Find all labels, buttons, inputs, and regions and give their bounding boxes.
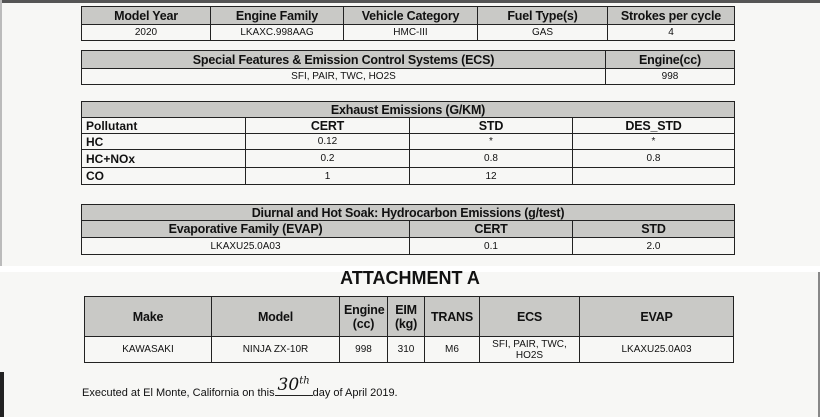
scan-left-edge-lower (0, 372, 4, 417)
value-diurnal-cert: 0.1 (410, 238, 573, 255)
diurnal-table (81, 204, 735, 255)
des-std-value (573, 168, 735, 185)
execution-prefix: Executed at El Monte, California on this (82, 387, 275, 399)
header-vehicle-category: Vehicle Category (344, 7, 478, 25)
attachment-table (84, 296, 734, 363)
value-ecs-col (480, 337, 580, 363)
exhaust-title: Exhaust Emissions (G/KM) (82, 102, 735, 118)
table-row (82, 134, 735, 150)
header-evap: EVAP (580, 297, 734, 337)
execution-statement (82, 375, 398, 402)
pollutant-name: HC (82, 134, 246, 150)
handwritten-day (275, 375, 313, 396)
diurnal-title: Diurnal and Hot Soak: Hydrocarbon Emissions (g/test) (82, 205, 735, 221)
table-row (85, 337, 734, 363)
header-eim (388, 297, 425, 337)
value-ecs-line1: SFI, PAIR, TWC, (492, 338, 567, 350)
header-eim-line1: EIM (395, 302, 417, 317)
pollutant-name: CO (82, 168, 246, 185)
ecs-table (81, 50, 735, 85)
handwritten-day-number: 30 (277, 375, 300, 395)
value-vehicle-category: HMC-III (344, 25, 478, 41)
col-des-std: DES_STD (573, 118, 735, 134)
col-pollutant: Pollutant (82, 118, 246, 134)
header-engine-line1: Engine (344, 302, 385, 317)
value-ecs: SFI, PAIR, TWC, HO2S (82, 69, 606, 85)
value-engine: 998 (340, 337, 388, 363)
header-engine-line2: (cc) (352, 316, 375, 331)
header-model: Model (212, 297, 340, 337)
col-cert: CERT (246, 118, 410, 134)
col-diurnal-std: STD (573, 221, 735, 238)
execution-suffix: day of April 2019. (312, 387, 398, 399)
header-model-year: Model Year (82, 7, 211, 25)
value-make: KAWASAKI (85, 337, 212, 363)
scan-top-edge (0, 0, 820, 3)
exhaust-emissions-table (81, 101, 735, 185)
value-engine-cc: 998 (606, 69, 735, 85)
header-ecs: Special Features & Emission Control Systems (ECS) (82, 51, 606, 69)
value-engine-family: LKAXC.998AAG (211, 25, 344, 41)
header-trans: TRANS (425, 297, 480, 337)
attachment-title: ATTACHMENT A (340, 268, 480, 288)
table-row (82, 168, 735, 185)
header-engine-family: Engine Family (211, 7, 344, 25)
col-evap-family: Evaporative Family (EVAP) (82, 221, 410, 238)
value-model-year: 2020 (82, 25, 211, 41)
value-model: NINJA ZX-10R (212, 337, 340, 363)
col-std: STD (410, 118, 573, 134)
cert-value: 0.12 (246, 134, 410, 150)
std-value: 0.8 (410, 150, 573, 168)
value-eim: 310 (388, 337, 425, 363)
std-value: 12 (410, 168, 573, 185)
cert-value: 0.2 (246, 150, 410, 168)
table-row (82, 150, 735, 168)
cert-value: 1 (246, 168, 410, 185)
handwritten-day-suffix: th (299, 375, 310, 387)
header-ecs-col: ECS (480, 297, 580, 337)
col-diurnal-cert: CERT (410, 221, 573, 238)
pollutant-name: HC+NOx (82, 150, 246, 168)
des-std-value: * (573, 134, 735, 150)
des-std-value: 0.8 (573, 150, 735, 168)
value-trans: M6 (425, 337, 480, 363)
header-eim-line2: (kg) (394, 316, 418, 331)
value-evap-family: LKAXU25.0A03 (82, 238, 410, 255)
value-ecs-line2: HO2S (515, 349, 544, 361)
header-engine (340, 297, 388, 337)
header-engine-cc: Engine(cc) (606, 51, 735, 69)
header-make: Make (85, 297, 212, 337)
scan-left-edge (0, 0, 2, 266)
value-strokes: 4 (608, 25, 735, 41)
vehicle-info-table (81, 6, 735, 41)
value-diurnal-std: 2.0 (573, 238, 735, 255)
value-fuel-type: GAS (478, 25, 608, 41)
header-fuel-types: Fuel Type(s) (478, 7, 608, 25)
value-evap: LKAXU25.0A03 (580, 337, 734, 363)
std-value: * (410, 134, 573, 150)
header-strokes: Strokes per cycle (608, 7, 735, 25)
